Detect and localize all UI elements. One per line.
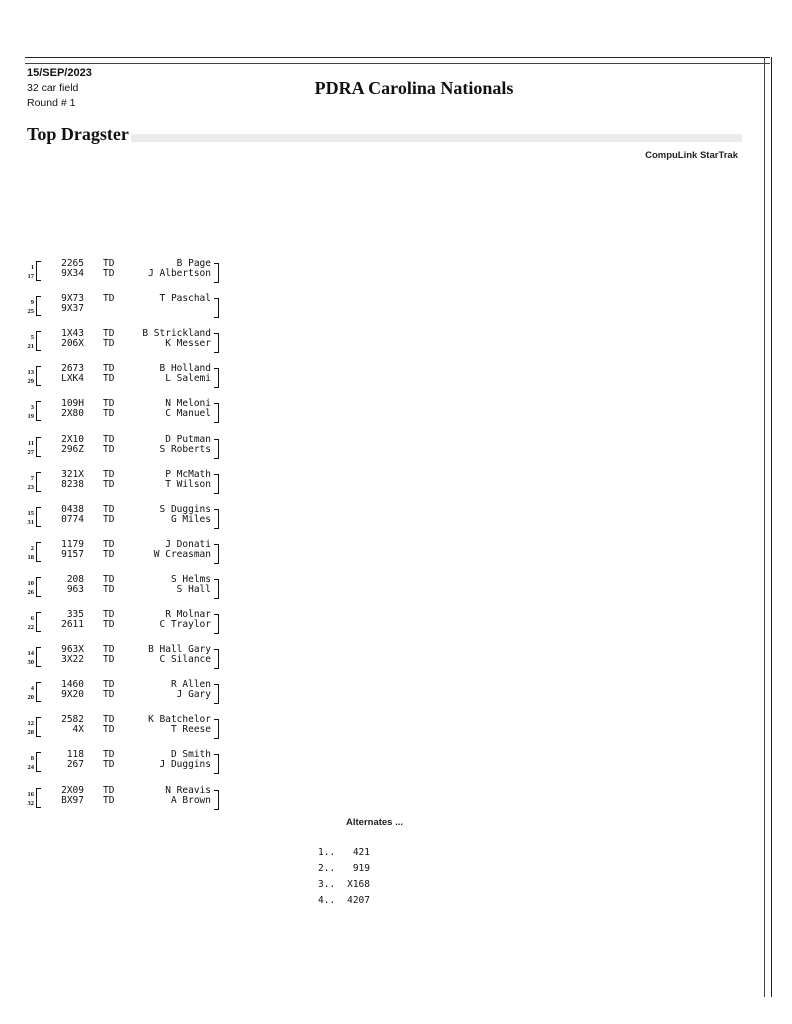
pairing-row bbox=[22, 540, 227, 566]
seed-top: 7 bbox=[30, 475, 34, 482]
car-number-bottom: 0774 bbox=[61, 514, 84, 525]
car-number-top: 208 bbox=[66, 574, 84, 585]
class-bottom: TD bbox=[103, 724, 115, 735]
car-number-top: 109H bbox=[61, 398, 84, 409]
car-number-bottom: 963 bbox=[66, 584, 84, 595]
pairing-row bbox=[22, 364, 227, 390]
pairing-row bbox=[22, 294, 227, 320]
title-rule bbox=[130, 134, 742, 142]
car-number-bottom: 9X37 bbox=[61, 303, 84, 314]
class-top: TD bbox=[103, 539, 115, 550]
right-bracket bbox=[214, 403, 219, 423]
left-bracket bbox=[36, 331, 41, 351]
class-bottom: TD bbox=[103, 268, 115, 279]
right-bracket bbox=[214, 790, 219, 810]
class-bottom: TD bbox=[103, 795, 115, 806]
car-number-top: 2X10 bbox=[61, 434, 84, 445]
car-number-bottom: 206X bbox=[61, 338, 84, 349]
class-bottom: TD bbox=[103, 619, 115, 630]
seed-top: 15 bbox=[27, 510, 34, 517]
right-bracket bbox=[214, 474, 219, 494]
class-top: TD bbox=[103, 609, 115, 620]
driver-top: B Strickland bbox=[142, 328, 211, 339]
car-number-bottom: LXK4 bbox=[61, 373, 84, 384]
right-bracket bbox=[214, 368, 219, 388]
pairing-row bbox=[22, 399, 227, 425]
left-bracket bbox=[36, 752, 41, 772]
class-top: TD bbox=[103, 434, 115, 445]
alternate-car: 919 bbox=[352, 863, 370, 874]
event-title: PDRA Carolina Nationals bbox=[314, 78, 514, 98]
driver-top: P McMath bbox=[165, 469, 211, 480]
right-bracket bbox=[214, 719, 219, 739]
driver-top: B Holland bbox=[159, 363, 211, 374]
right-bracket bbox=[214, 439, 219, 459]
right-bracket bbox=[214, 579, 219, 599]
class-top: TD bbox=[103, 714, 115, 725]
right-bracket bbox=[214, 263, 219, 283]
class-bottom: TD bbox=[103, 759, 115, 770]
class-top: TD bbox=[103, 293, 115, 304]
seed-top: 10 bbox=[27, 580, 34, 587]
car-number-bottom: 9X34 bbox=[61, 268, 84, 279]
pairing-row bbox=[22, 435, 227, 461]
seed-bottom: 19 bbox=[27, 413, 34, 420]
seed-top: 13 bbox=[27, 369, 34, 376]
right-bracket bbox=[214, 684, 219, 704]
alternate-number: 2.. bbox=[318, 863, 336, 874]
seed-bottom: 23 bbox=[27, 484, 34, 491]
class-bottom: TD bbox=[103, 689, 115, 700]
driver-bottom: K Messer bbox=[165, 338, 211, 349]
car-number-top: 2X09 bbox=[61, 785, 84, 796]
car-number-bottom: 2X80 bbox=[61, 408, 84, 419]
driver-bottom: S Roberts bbox=[159, 444, 211, 455]
left-bracket bbox=[36, 401, 41, 421]
class-top: TD bbox=[103, 679, 115, 690]
alternate-item bbox=[318, 863, 370, 874]
alternate-number: 4.. bbox=[318, 895, 336, 906]
class-top: TD bbox=[103, 258, 115, 269]
right-bracket bbox=[214, 333, 219, 353]
class-bottom: TD bbox=[103, 338, 115, 349]
seed-top: 14 bbox=[27, 650, 34, 657]
car-number-bottom: 9157 bbox=[61, 549, 84, 560]
seed-bottom: 25 bbox=[27, 308, 34, 315]
seed-top: 4 bbox=[30, 685, 34, 692]
car-number-top: 2265 bbox=[61, 258, 84, 269]
alternate-car: X168 bbox=[347, 879, 370, 890]
class-bottom: TD bbox=[103, 479, 115, 490]
class-bottom: TD bbox=[103, 408, 115, 419]
driver-top: D Smith bbox=[170, 749, 211, 760]
page-frame-top bbox=[25, 57, 770, 64]
seed-bottom: 31 bbox=[27, 519, 34, 526]
car-number-bottom: 3X22 bbox=[61, 654, 84, 665]
right-bracket bbox=[214, 614, 219, 634]
alternate-car: 4207 bbox=[347, 895, 370, 906]
driver-top: T Paschal bbox=[159, 293, 211, 304]
driver-bottom: S Hall bbox=[176, 584, 211, 595]
driver-top: K Batchelor bbox=[148, 714, 211, 725]
alternate-number: 3.. bbox=[318, 879, 336, 890]
seed-bottom: 17 bbox=[27, 273, 34, 280]
driver-bottom: C Silance bbox=[159, 654, 211, 665]
driver-bottom: J Duggins bbox=[159, 759, 211, 770]
class-bottom: TD bbox=[103, 654, 115, 665]
right-bracket bbox=[214, 649, 219, 669]
left-bracket bbox=[36, 507, 41, 527]
seed-bottom: 24 bbox=[27, 764, 34, 771]
pairing-row bbox=[22, 645, 227, 671]
driver-top: S Helms bbox=[170, 574, 211, 585]
software-credit: CompuLink StarTrak bbox=[645, 150, 738, 161]
alternate-number: 1.. bbox=[318, 847, 336, 858]
car-number-top: 2673 bbox=[61, 363, 84, 374]
class-top: TD bbox=[103, 749, 115, 760]
seed-bottom: 32 bbox=[27, 800, 34, 807]
right-bracket bbox=[214, 298, 219, 318]
pairing-row bbox=[22, 575, 227, 601]
pairing-row bbox=[22, 750, 227, 776]
car-number-bottom: 296Z bbox=[61, 444, 84, 455]
pairing-row bbox=[22, 259, 227, 285]
driver-top: N Reavis bbox=[165, 785, 211, 796]
class-top: TD bbox=[103, 363, 115, 374]
pairing-row bbox=[22, 680, 227, 706]
driver-top: J Donati bbox=[165, 539, 211, 550]
driver-bottom: J Gary bbox=[176, 689, 211, 700]
alternate-item bbox=[318, 847, 370, 858]
class-top: TD bbox=[103, 469, 115, 480]
seed-top: 12 bbox=[27, 720, 34, 727]
car-number-bottom: 4X bbox=[72, 724, 84, 735]
class-bottom: TD bbox=[103, 373, 115, 384]
seed-top: 11 bbox=[27, 440, 34, 447]
left-bracket bbox=[36, 682, 41, 702]
left-bracket bbox=[36, 261, 41, 281]
class-top: TD bbox=[103, 785, 115, 796]
car-number-top: 1179 bbox=[61, 539, 84, 550]
class-bottom: TD bbox=[103, 514, 115, 525]
car-number-top: 9X73 bbox=[61, 293, 84, 304]
seed-top: 8 bbox=[30, 755, 34, 762]
seed-top: 2 bbox=[30, 545, 34, 552]
seed-top: 9 bbox=[30, 299, 34, 306]
car-number-bottom: BX97 bbox=[61, 795, 84, 806]
driver-top: D Putman bbox=[165, 434, 211, 445]
driver-top: S Duggins bbox=[159, 504, 211, 515]
seed-bottom: 21 bbox=[27, 343, 34, 350]
driver-top: B Page bbox=[176, 258, 211, 269]
report-date: 15/SEP/2023 bbox=[27, 67, 92, 79]
round-number: Round # 1 bbox=[27, 97, 76, 109]
class-title: Top Dragster bbox=[27, 124, 129, 144]
alternates-title: Alternates ... bbox=[346, 817, 404, 828]
seed-bottom: 27 bbox=[27, 449, 34, 456]
alternate-car: 421 bbox=[352, 847, 370, 858]
class-top: TD bbox=[103, 574, 115, 585]
class-bottom: TD bbox=[103, 444, 115, 455]
car-number-top: 118 bbox=[66, 749, 84, 760]
car-number-top: 963X bbox=[61, 644, 84, 655]
left-bracket bbox=[36, 296, 41, 316]
page-frame-right bbox=[764, 57, 772, 997]
seed-bottom: 26 bbox=[27, 589, 34, 596]
left-bracket bbox=[36, 577, 41, 597]
left-bracket bbox=[36, 437, 41, 457]
car-number-bottom: 2611 bbox=[61, 619, 84, 630]
pairing-row bbox=[22, 505, 227, 531]
alternate-item bbox=[318, 879, 370, 890]
alternate-item bbox=[318, 895, 370, 906]
pairing-row bbox=[22, 610, 227, 636]
class-bottom: TD bbox=[103, 549, 115, 560]
car-number-bottom: 267 bbox=[66, 759, 84, 770]
driver-bottom: A Brown bbox=[170, 795, 211, 806]
driver-bottom: J Albertson bbox=[148, 268, 211, 279]
driver-bottom: L Salemi bbox=[165, 373, 211, 384]
left-bracket bbox=[36, 647, 41, 667]
driver-bottom: C Traylor bbox=[159, 619, 211, 630]
class-top: TD bbox=[103, 644, 115, 655]
driver-bottom: T Wilson bbox=[165, 479, 211, 490]
seed-bottom: 22 bbox=[27, 624, 34, 631]
pairing-row bbox=[22, 786, 227, 812]
left-bracket bbox=[36, 717, 41, 737]
class-top: TD bbox=[103, 398, 115, 409]
left-bracket bbox=[36, 366, 41, 386]
seed-bottom: 28 bbox=[27, 729, 34, 736]
field-size: 32 car field bbox=[27, 82, 79, 94]
driver-top: N Meloni bbox=[165, 398, 211, 409]
right-bracket bbox=[214, 509, 219, 529]
driver-bottom: W Creasman bbox=[153, 549, 211, 560]
car-number-bottom: 9X20 bbox=[61, 689, 84, 700]
seed-top: 3 bbox=[30, 404, 34, 411]
car-number-top: 2582 bbox=[61, 714, 84, 725]
driver-top: R Molnar bbox=[165, 609, 211, 620]
driver-bottom: C Manuel bbox=[165, 408, 211, 419]
seed-bottom: 29 bbox=[27, 378, 34, 385]
car-number-top: 0438 bbox=[61, 504, 84, 515]
car-number-top: 321X bbox=[61, 469, 84, 480]
car-number-top: 1X43 bbox=[61, 328, 84, 339]
left-bracket bbox=[36, 472, 41, 492]
pairing-row bbox=[22, 715, 227, 741]
seed-top: 1 bbox=[30, 264, 34, 271]
pairing-row bbox=[22, 329, 227, 355]
seed-top: 5 bbox=[30, 334, 34, 341]
driver-top: B Hall Gary bbox=[148, 644, 211, 655]
seed-top: 16 bbox=[27, 791, 34, 798]
class-top: TD bbox=[103, 328, 115, 339]
seed-top: 6 bbox=[30, 615, 34, 622]
seed-bottom: 30 bbox=[27, 659, 34, 666]
seed-bottom: 18 bbox=[27, 554, 34, 561]
car-number-bottom: 8238 bbox=[61, 479, 84, 490]
car-number-top: 1460 bbox=[61, 679, 84, 690]
driver-bottom: G Miles bbox=[170, 514, 211, 525]
class-top: TD bbox=[103, 504, 115, 515]
seed-bottom: 20 bbox=[27, 694, 34, 701]
left-bracket bbox=[36, 542, 41, 562]
right-bracket bbox=[214, 544, 219, 564]
class-bottom: TD bbox=[103, 584, 115, 595]
driver-top: R Allen bbox=[170, 679, 211, 690]
pairing-row bbox=[22, 470, 227, 496]
left-bracket bbox=[36, 788, 41, 808]
left-bracket bbox=[36, 612, 41, 632]
driver-bottom: T Reese bbox=[170, 724, 211, 735]
right-bracket bbox=[214, 754, 219, 774]
car-number-top: 335 bbox=[66, 609, 84, 620]
